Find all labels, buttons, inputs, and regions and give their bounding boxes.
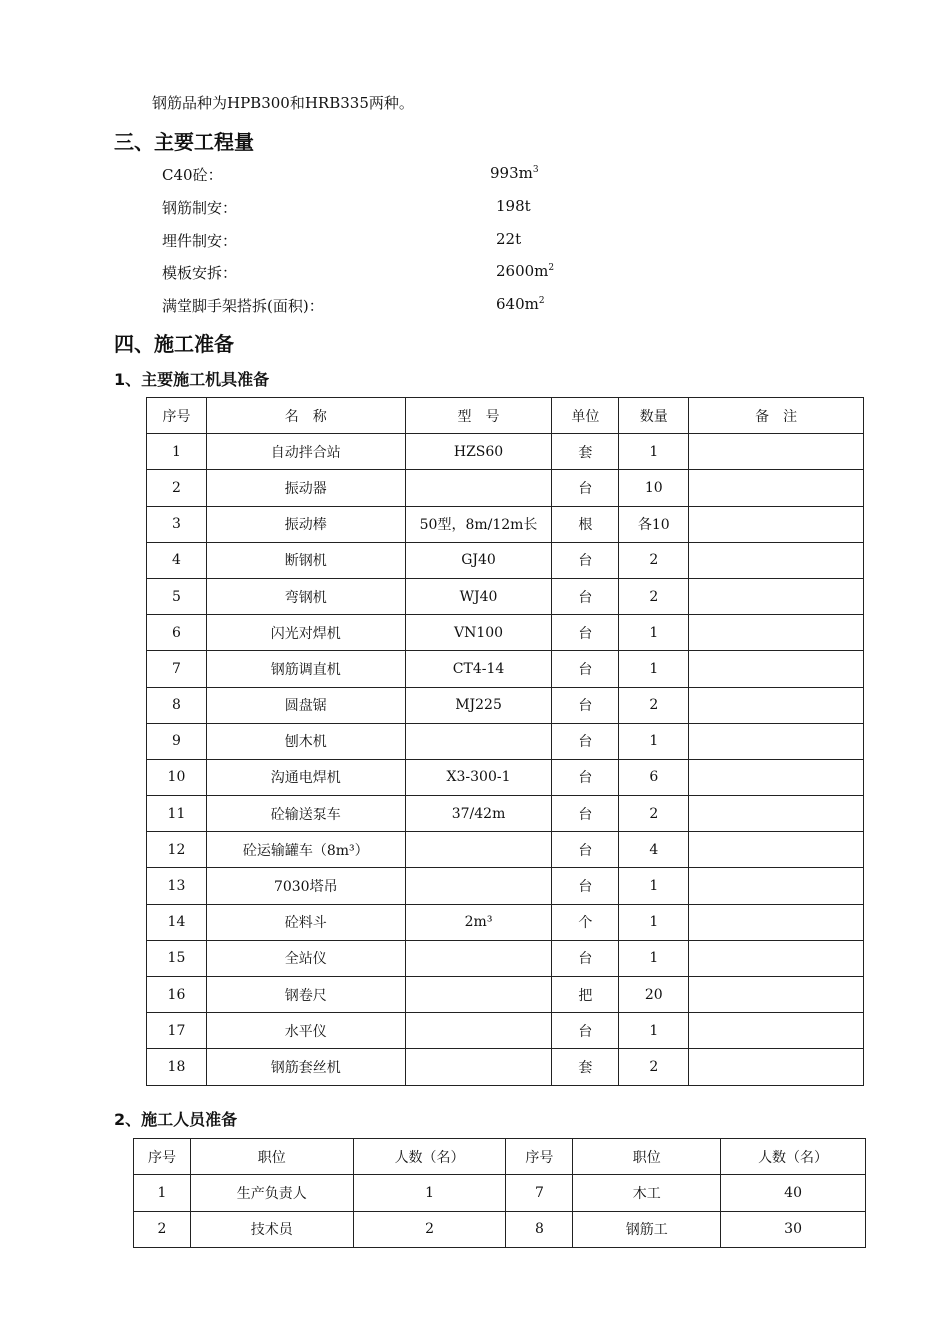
- table-cell: 10: [147, 759, 207, 795]
- quantity-label: 钢筋制安：: [162, 199, 238, 217]
- table-cell: 1: [619, 434, 689, 470]
- table-cell: 弯钢机: [206, 578, 405, 614]
- table-row: [147, 832, 864, 868]
- table-cell: 9: [147, 723, 207, 759]
- table-cell: [689, 904, 864, 940]
- table-header-row: [147, 398, 864, 434]
- table-cell: 砼料斗: [206, 904, 405, 940]
- quantity-row: [162, 197, 582, 227]
- table-cell: 4: [619, 832, 689, 868]
- column-header: 序号: [134, 1139, 191, 1175]
- table-cell: 套: [552, 434, 619, 470]
- table-row: [147, 542, 864, 578]
- table-row: [147, 687, 864, 723]
- table-cell: 40: [721, 1175, 866, 1211]
- table-cell: 台: [552, 578, 619, 614]
- table-row: [147, 796, 864, 832]
- table-row: [147, 1013, 864, 1049]
- section-4-heading: 四、施工准备: [114, 332, 234, 356]
- table-cell: [689, 977, 864, 1013]
- table-cell: 15: [147, 940, 207, 976]
- table-cell: 刨木机: [206, 723, 405, 759]
- table-row: [147, 651, 864, 687]
- quantity-label: C40砼：: [162, 166, 223, 184]
- table-cell: [405, 1013, 552, 1049]
- table-cell: 台: [552, 868, 619, 904]
- table-cell: 6: [147, 615, 207, 651]
- table-cell: 20: [619, 977, 689, 1013]
- staff-table-body: [134, 1175, 866, 1248]
- table-cell: 17: [147, 1013, 207, 1049]
- table-cell: 12: [147, 832, 207, 868]
- table-row: [147, 615, 864, 651]
- quantity-label: 满堂脚手架搭拆(面积)：: [162, 297, 324, 315]
- column-header: 序号: [506, 1139, 573, 1175]
- table-cell: 1: [619, 1013, 689, 1049]
- table-cell: [405, 1049, 552, 1085]
- quantity-row: [162, 262, 582, 292]
- table-cell: HZS60: [405, 434, 552, 470]
- table-row: [147, 1049, 864, 1085]
- table-cell: 2: [619, 687, 689, 723]
- table-row: [147, 868, 864, 904]
- column-header: 人数（名）: [721, 1139, 866, 1175]
- table-row: [147, 759, 864, 795]
- machines-table-header: [147, 398, 864, 434]
- table-cell: 断钢机: [206, 542, 405, 578]
- table-cell: 生产负责人: [190, 1175, 353, 1211]
- table-cell: 各10: [619, 506, 689, 542]
- column-header: 序号: [147, 398, 207, 434]
- table-cell: 50型，8m/12m长: [405, 506, 552, 542]
- table-cell: 7030塔吊: [206, 868, 405, 904]
- table-cell: 个: [552, 904, 619, 940]
- column-header: 数量: [619, 398, 689, 434]
- quantity-label: 埋件制安：: [162, 232, 238, 250]
- table-cell: MJ225: [405, 687, 552, 723]
- table-row: [147, 578, 864, 614]
- table-cell: 7: [506, 1175, 573, 1211]
- table-row: [147, 470, 864, 506]
- table-cell: 砼运输罐车（8m³）: [206, 832, 405, 868]
- column-header: 名 称: [206, 398, 405, 434]
- column-header: 人数（名）: [353, 1139, 506, 1175]
- table-row: [134, 1175, 866, 1211]
- table-cell: 2: [134, 1211, 191, 1247]
- table-cell: 3: [147, 506, 207, 542]
- table-cell: [405, 868, 552, 904]
- table-cell: 自动拌合站: [206, 434, 405, 470]
- column-header: 型 号: [405, 398, 552, 434]
- table-row: [147, 506, 864, 542]
- table-cell: 7: [147, 651, 207, 687]
- table-cell: 30: [721, 1211, 866, 1247]
- table-cell: 水平仪: [206, 1013, 405, 1049]
- table-cell: VN100: [405, 615, 552, 651]
- machines-table: [146, 397, 864, 1086]
- section-3-heading: 三、主要工程量: [114, 130, 254, 154]
- table-cell: 圆盘锯: [206, 687, 405, 723]
- table-cell: 2: [619, 578, 689, 614]
- table-cell: 台: [552, 723, 619, 759]
- table-cell: 8: [147, 687, 207, 723]
- table-cell: 2: [147, 470, 207, 506]
- table-cell: [689, 687, 864, 723]
- table-cell: [689, 832, 864, 868]
- table-cell: 钢筋工: [573, 1211, 721, 1247]
- table-cell: 技术员: [190, 1211, 353, 1247]
- table-cell: [689, 506, 864, 542]
- table-row: [147, 940, 864, 976]
- table-cell: 2m³: [405, 904, 552, 940]
- table-cell: [405, 470, 552, 506]
- column-header: 职位: [190, 1139, 353, 1175]
- table-cell: 把: [552, 977, 619, 1013]
- table-row: [147, 977, 864, 1013]
- table-cell: 1: [619, 723, 689, 759]
- table-cell: 37/42m: [405, 796, 552, 832]
- table-cell: [689, 1049, 864, 1085]
- table-cell: [405, 832, 552, 868]
- table-cell: 16: [147, 977, 207, 1013]
- table-row: [147, 723, 864, 759]
- staff-table-header: [134, 1139, 866, 1175]
- table-cell: X3-300-1: [405, 759, 552, 795]
- quantity-row: [162, 164, 582, 194]
- table-cell: 钢筋调直机: [206, 651, 405, 687]
- table-cell: 4: [147, 542, 207, 578]
- table-cell: 2: [619, 796, 689, 832]
- table-cell: 振动器: [206, 470, 405, 506]
- table-cell: 1: [134, 1175, 191, 1211]
- table-cell: 18: [147, 1049, 207, 1085]
- table-cell: GJ40: [405, 542, 552, 578]
- column-header: 备 注: [689, 398, 864, 434]
- table-cell: [689, 940, 864, 976]
- quantity-row: [162, 230, 582, 260]
- table-header-row: [134, 1139, 866, 1175]
- table-cell: CT4-14: [405, 651, 552, 687]
- table-cell: 沟通电焊机: [206, 759, 405, 795]
- table-cell: 台: [552, 796, 619, 832]
- table-cell: 闪光对焊机: [206, 615, 405, 651]
- table-cell: 台: [552, 651, 619, 687]
- table-cell: 1: [619, 868, 689, 904]
- table-cell: 8: [506, 1211, 573, 1247]
- table-cell: [689, 578, 864, 614]
- quantity-value: $640m^2$: [496, 295, 545, 313]
- intro-paragraph: 钢筋品种为HPB300和HRB335两种。: [152, 94, 414, 112]
- table-row: [147, 904, 864, 940]
- table-cell: [405, 723, 552, 759]
- table-cell: 木工: [573, 1175, 721, 1211]
- table-cell: 13: [147, 868, 207, 904]
- table-cell: 台: [552, 940, 619, 976]
- table-cell: 台: [552, 832, 619, 868]
- table-cell: 钢卷尺: [206, 977, 405, 1013]
- staff-table: [133, 1138, 866, 1248]
- table-cell: [405, 977, 552, 1013]
- table-cell: 钢筋套丝机: [206, 1049, 405, 1085]
- table-cell: 11: [147, 796, 207, 832]
- table-cell: [689, 868, 864, 904]
- table-cell: 2: [619, 542, 689, 578]
- table-cell: 台: [552, 687, 619, 723]
- table-cell: WJ40: [405, 578, 552, 614]
- table-cell: [689, 651, 864, 687]
- quantity-value: 198t: [496, 197, 531, 215]
- table-cell: [689, 434, 864, 470]
- quantity-value: 22t: [496, 230, 522, 248]
- table-cell: 振动棒: [206, 506, 405, 542]
- table-cell: 台: [552, 542, 619, 578]
- quantity-value: $2600m^2$: [496, 262, 555, 280]
- table-row: [134, 1211, 866, 1247]
- table-cell: 2: [353, 1211, 506, 1247]
- table-cell: [689, 723, 864, 759]
- table-cell: 1: [619, 940, 689, 976]
- table-cell: 1: [353, 1175, 506, 1211]
- table-row: [147, 434, 864, 470]
- column-header: 单位: [552, 398, 619, 434]
- table-cell: 全站仪: [206, 940, 405, 976]
- table-cell: 套: [552, 1049, 619, 1085]
- table-cell: [689, 470, 864, 506]
- table-cell: [405, 940, 552, 976]
- machines-table-body: [147, 434, 864, 1085]
- table-cell: 砼输送泵车: [206, 796, 405, 832]
- quantity-value: $993m^3$: [490, 164, 539, 182]
- table-cell: 1: [619, 651, 689, 687]
- table-cell: 台: [552, 615, 619, 651]
- table-cell: 6: [619, 759, 689, 795]
- table-cell: 1: [147, 434, 207, 470]
- table-cell: [689, 796, 864, 832]
- table-cell: 14: [147, 904, 207, 940]
- quantity-row: [162, 295, 582, 325]
- table-cell: [689, 542, 864, 578]
- table-cell: 台: [552, 1013, 619, 1049]
- table-cell: [689, 759, 864, 795]
- table-cell: 5: [147, 578, 207, 614]
- table-cell: [689, 615, 864, 651]
- table-cell: 台: [552, 759, 619, 795]
- table-cell: [689, 1013, 864, 1049]
- table-cell: 2: [619, 1049, 689, 1085]
- column-header: 职位: [573, 1139, 721, 1175]
- table-cell: 10: [619, 470, 689, 506]
- subsection-machines-heading: 1、主要施工机具准备: [114, 370, 270, 389]
- table-cell: 根: [552, 506, 619, 542]
- table-cell: 1: [619, 904, 689, 940]
- table-cell: 1: [619, 615, 689, 651]
- table-cell: 台: [552, 470, 619, 506]
- subsection-staff-heading: 2、施工人员准备: [114, 1110, 238, 1129]
- quantity-label: 模板安拆：: [162, 264, 238, 282]
